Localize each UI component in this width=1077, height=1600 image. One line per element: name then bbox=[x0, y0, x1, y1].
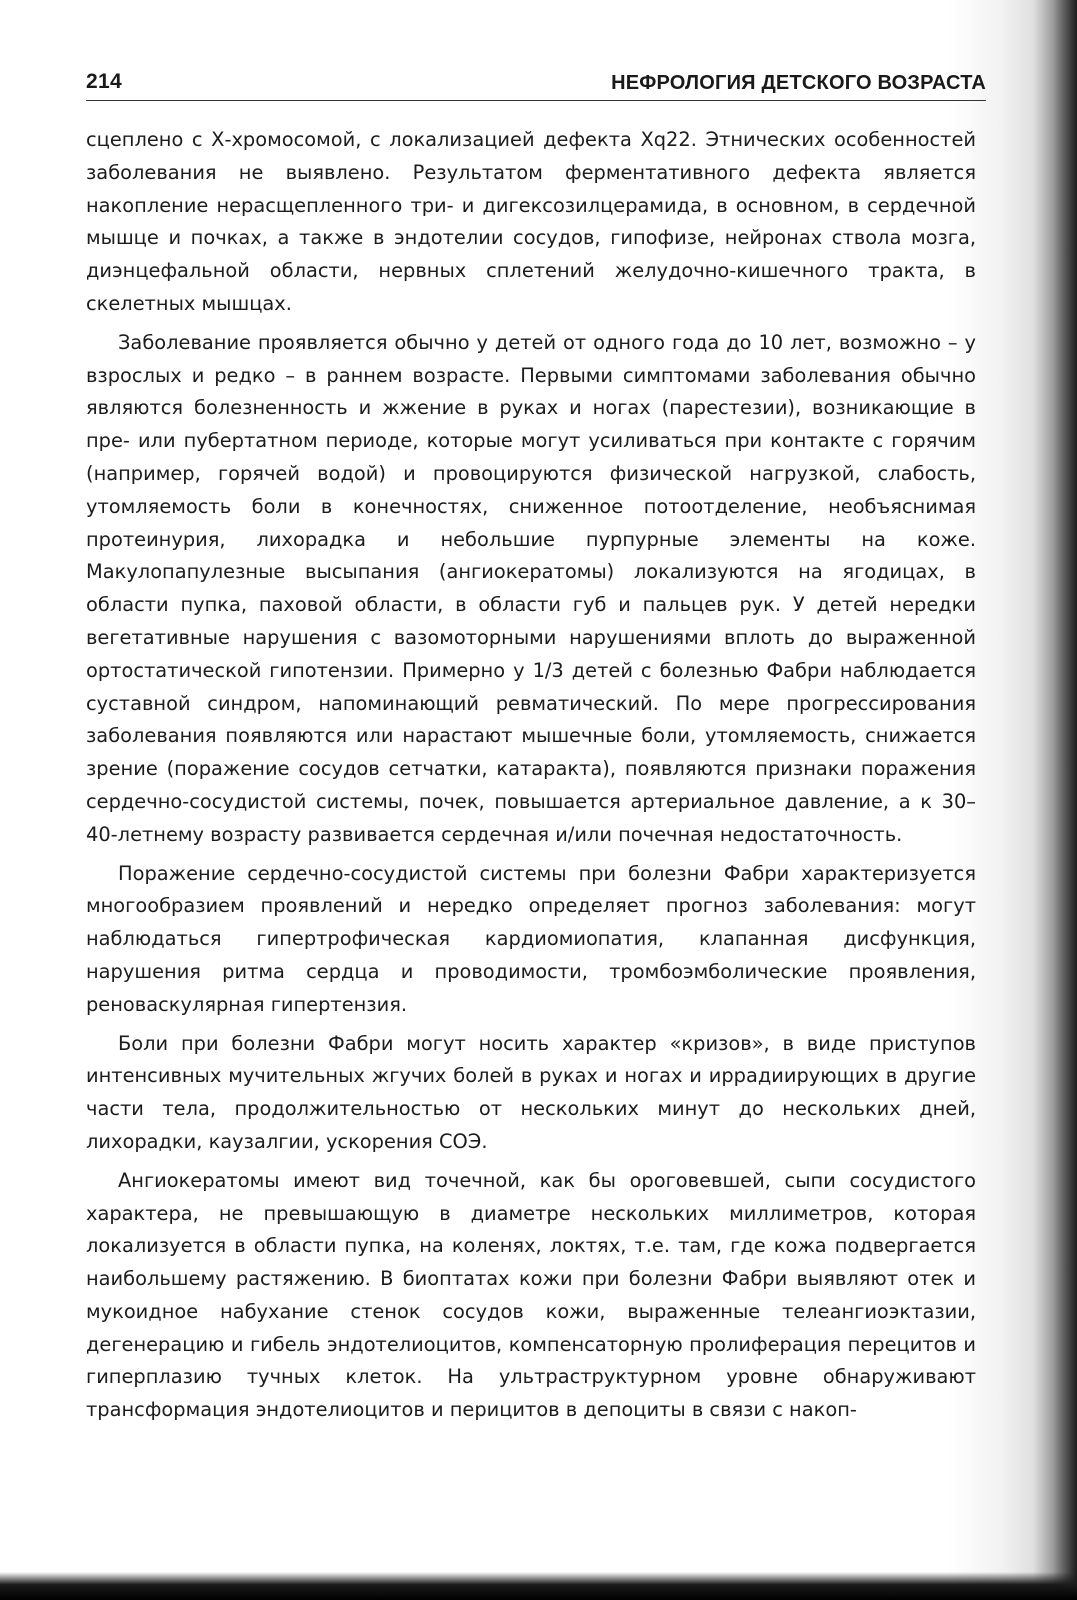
paragraph-5: Ангиокератомы имеют вид точечной, как бы ороговевшей, сыпи сосудистого характера, не превышающую в диаметре нескольких миллиметров, которая локализуется в области пупка, на коленях, локтях, т.е. там, где кожа подвергается наибольшему растяжению. В биоптатах кожи при болезни Фабри выявляют отек и мукоидное набухание стенок сосудов кожи, выраженные телеангиоэктазии, дегенерацию и гибель эндотелиоцитов, компенсаторную пролиферация перецитов и гиперплазию тучных клеток. На ультраструктурном уровне обнаруживают трансформация эндотелиоцитов и перицитов в депоциты в связи с накоп- bbox=[86, 1168, 976, 1422]
paragraph-4: Боли при болезни Фабри могут носить характер «кризов», в виде приступов интенсивных мучительных жгучих болей в руках и ногах и иррадиирующих в другие части тела, продолжительностью от нескольких минут до нескольких дней, лихорадки, каузалгии, ускорения СОЭ. bbox=[86, 1031, 976, 1153]
paragraph-3: Поражение сердечно-сосудистой системы при болезни Фабри характеризуется многообразием проявлений и нередко определяет прогноз заболевания: могут наблюдаться гипертрофическая кардиомиопатия, клапанная дисфункция, нарушения ритма сердца и проводимости, тромбоэмболические проявления, реноваскулярная гипертензия. bbox=[86, 861, 976, 1016]
page-header bbox=[86, 66, 986, 106]
running-title: НЕФРОЛОГИЯ ДЕТСКОГО ВОЗРАСТА bbox=[611, 72, 986, 94]
scan-bottom-edge bbox=[0, 1572, 1077, 1600]
body-text bbox=[86, 124, 976, 1433]
page-number: 214 bbox=[86, 70, 122, 93]
book-spine-shadow bbox=[1033, 0, 1077, 1600]
paragraph-1: сцеплено с Х-хромосомой, с локализацией дефекта Xq22. Этнических особенностей заболевания не выявлено. Результатом ферментативного дефекта является накопление нерасщепленного три- и дигексозилцерамида, в основном, в сердечной мышце и почках, а также в эндотелии сосудов, гипофизе, нейронах ствола мозга, диэнцефальной области, нервных сплетений желудочно-кишечного тракта, в скелетных мышцах. bbox=[86, 128, 976, 315]
paragraph-2: Заболевание проявляется обычно у детей от одного года до 10 лет, возможно – у взрослых и редко – в раннем возрасте. Первыми симптомами заболевания обычно являются болезненность и жжение в руках и ногах (парестезии), возникающие в пре- или пубертатном периоде, которые могут усиливаться при контакте с горячим (например, горячей водой) и провоцируются физической нагрузкой, слабость, утомляемость боли в конечностях, сниженное потоотделение, необъяснимая протеинурия, лихорадка и небольшие пурпурные элементы на коже. Макулопапулезные высыпания (ангиокератомы) локализуются на ягодицах, в области пупка, паховой области, в области губ и пальцев рук. У детей нередки вегетативные нарушения с вазомоторными нарушениями вплоть до выраженной ортостатической гипотензии. Примерно у 1/3 детей с болезнью Фабри наблюдается суставной синдром, напоминающий ревматический. По мере прогрессирования заболевания появляются или нарастают мышечные боли, утомляемость, снижается зрение (поражение сосудов сетчатки, катаракта), появляются признаки поражения сердечно-сосудистой системы, почек, повышается артериальное давление, а к 30–40-летнему возрасту развивается сердечная и/или почечная недостаточность. bbox=[86, 330, 976, 846]
header-rule bbox=[86, 100, 986, 101]
